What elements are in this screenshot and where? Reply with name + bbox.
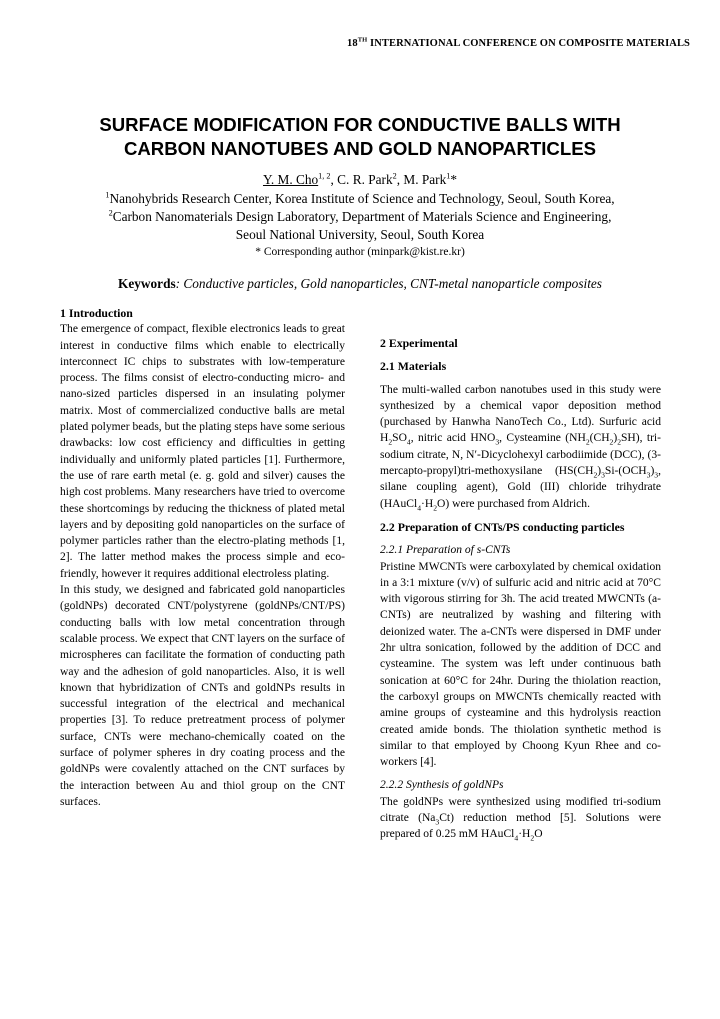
subsubsection-heading-goldnps: 2.2.2 Synthesis of goldNPs [380,779,504,792]
subsection-heading-preparation: 2.2 Preparation of CNTs/PS conducting particles [380,519,625,534]
conference-header [0,38,690,49]
affiliation-2 [40,208,680,226]
author-1-affiliation: 1, 2 [318,171,331,181]
left-column [60,305,345,810]
conference-name: INTERNATIONAL CONFERENCE ON COMPOSITE MATERIALS [367,38,690,49]
goldnps-paragraph: The goldNPs were synthesized using modified tri-sodium citrate $(Na_3Ct)$ reduction method [5]. Solutions were prepared of 0.25 mM $HAuCl_4\cdot H_2O$ [380,795,661,843]
author-3: , M. Park [396,172,447,187]
paper-title-line-2: CARBON NANOTUBES AND GOLD NANOPARTICLES [123,138,597,159]
paper-title-line-1: SURFACE MODIFICATION FOR CONDUCTIVE BALLS WITH [99,114,621,135]
affiliation-1-text: Nanohybrids Research Center, Korea Institute of Science and Technology, Seoul, South Korea, [109,191,615,206]
conference-number-suffix: TH [357,36,368,44]
section-heading-introduction: 1 Introduction [60,306,133,320]
corresponding-mark: * [450,172,457,187]
section-heading-experimental: 2 Experimental [380,336,458,350]
right-column [380,335,661,843]
affiliation-2-continued: Seoul National University, Seoul, South Korea [235,227,485,242]
affiliation-2-number: 2 [108,208,113,218]
conference-number: 18 [347,38,358,49]
affiliation-1-number: 1 [105,190,110,200]
paper-title [60,113,660,161]
s-cnts-paragraph: Pristine MWCNTs were carboxylated by chemical oxidation in a 3:1 mixture (v/v) of sulfuric acid and nitric acid at 70°C with vigorous stirring for 3h. The acid treated MWCNTs (a-CNTs) are neutralized by washing and filtering with deionized water. The a-CNTs were dispersed in DMF under 2hr ultra sonication, followed by the addition of DCC and cysteamine. The system was left under continuous bath sonication at 60°C for 24hr. During the thiolation reaction, the carboxyl groups on MWCNTs chemically reacted with amine groups of cysteamine and this hydrolysis reaction created amide bonds. The thiolation synthetic method is similar to that employed by Choong Kyun Rhee and co-workers [4]. [380,560,661,769]
keywords [60,276,660,292]
author-3-affiliation: 1 [446,171,451,181]
subsection-heading-materials: 2.1 Materials [380,359,447,374]
author-2: , C. R. Park [330,172,393,187]
materials-paragraph: The multi-walled carbon nanotubes used in this study were synthesized by a chemical vapor deposition method (purchased by Hanwha NanoTech Co., Ltd). Surfuric acid $H_2SO_4$, nitric acid $HNO_3$, Cysteamine $(NH_2(CH_2)_2SH)$, tri-sodium citrate, N, N′-Dicyclohexyl carbodiimide (DCC), (3-mercapto-propyl)tri-methoxysilane ($HS(CH_2)_3Si-(OCH_3)_3$, silane coupling agent), Gold (III) chloride trihydrate $(HAuCl_4\cdot H_2O)$ were purchased from Aldrich. [380,383,661,512]
affiliation-2-text: Carbon Nanomaterials Design Laboratory, Department of Materials Science and Engineering, [112,209,612,224]
author-2-affiliation: 2 [392,171,397,181]
keywords-label: Keywords [118,276,176,291]
subsubsection-heading-s-cnts: 2.2.1 Preparation of s-CNTs [380,544,511,557]
intro-paragraph-1: The emergence of compact, flexible electronics leads to great interest in conductive films which enable to electrically interconnect IC chips to substrates with low-temperature process. The films consist of electro-conducting micro- and nano-sized particles dispersed in an insulating polymer matrix. Most of commercialized conductive balls are metal plated polymer beads, but the plating steps have some serious drawbacks: low cost efficiency and difficulties in getting individually and uniformly plated particles [1]. Furthermore, the use of rare earth metal (e. g. gold and silver) causes the high cost problems. Many researchers have tried to overcome these shortcomings by reducing the thickness of plated metal layers and by depositing gold nanoparticles on the surface of polymer particles rather than the electro-plating methods [1, 2]. The latter method makes the process simple and eco-friendly, however it requires additional electroless plating. [60,323,345,580]
intro-paragraph-2: In this study, we designed and fabricated gold nanoparticles (goldNPs) decorated CNT/polystyrene (goldNPs/CNT/PS) conducting balls with low metal concentration through scalable process. We expect that CNT layers on the surface of microspheres can facilitate the formation of conducting path way and the adhesion of gold nanoparticles. Also, it is well known that hybridization of CNTs and goldNPs results in successful integration of the electrical and mechanical properties [3]. To reduce pretreatment process of polymer surface, CNTs were mechano-chemically coated on the surface of polymer spheres in dry coating process and the goldNPs were covalently attached on the CNT surfaces by the interaction between Au and thiol group on the CNT surfaces. [60,584,345,808]
author-1: Y. M. Cho [262,172,319,187]
affiliation-1 [40,190,680,208]
corresponding-author: * Corresponding author (minpark@kist.re.kr) [255,246,465,258]
author-list [60,172,660,188]
keywords-text: : Conductive particles, Gold nanoparticles, CNT-metal nanoparticle composites [175,276,602,291]
